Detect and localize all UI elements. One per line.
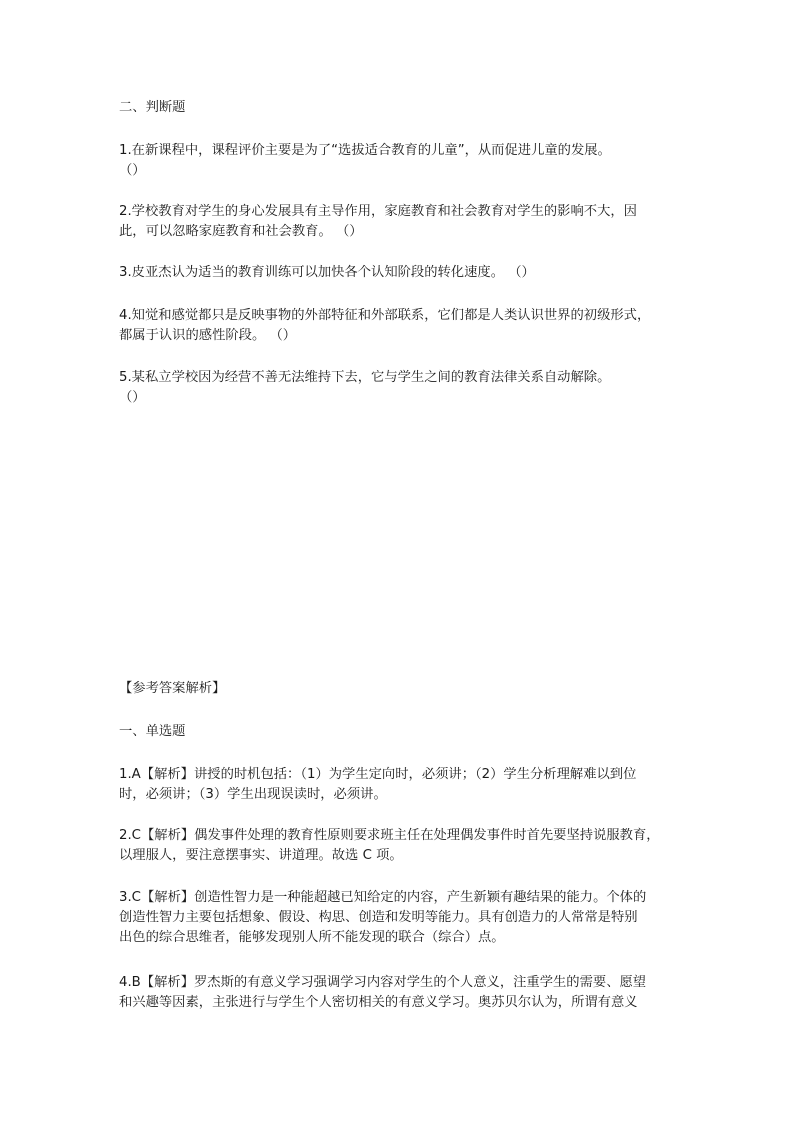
- answer-line: 1.A【解析】讲授的时机包括：（1）为学生定向时，必须讲；（2）学生分析理解难以到位: [119, 767, 637, 782]
- section-heading-single-choice: [119, 722, 679, 742]
- question-line: （）: [119, 390, 146, 405]
- answer-line: 3.C【解析】创造性智力是一种能超越已知给定的内容，产生新颖有趣结果的能力。个体的: [119, 890, 647, 905]
- question-1: [119, 141, 679, 181]
- answer-1: [119, 765, 679, 805]
- question-line: 此，可以忽略家庭教育和社会教育。 （）: [119, 224, 363, 239]
- question-5: [119, 368, 679, 408]
- heading-text: 一、单选题: [119, 724, 186, 739]
- question-line: 2.学校教育对学生的身心发展具有主导作用，家庭教育和社会教育对学生的影响不大，因: [119, 204, 637, 219]
- answer-line: 时，必须讲；（3）学生出现误读时，必须讲。: [119, 787, 387, 802]
- question-line: 3.皮亚杰认为适当的教育训练可以加快各个认知阶段的转化速度。 （）: [119, 265, 535, 280]
- answer-4: [119, 973, 679, 1013]
- question-line: 5.某私立学校因为经营不善无法维持下去，它与学生之间的教育法律关系自动解除。: [119, 370, 611, 385]
- answers-title: [119, 679, 679, 699]
- title-text: 【参考答案解析】: [119, 681, 226, 696]
- answer-2: [119, 826, 679, 866]
- answer-line: 4.B【解析】罗杰斯的有意义学习强调学习内容对学生的个人意义，注重学生的需要、愿望: [119, 975, 647, 990]
- question-line: 都属于认识的感性阶段。 （）: [119, 328, 297, 343]
- answer-line: 和兴趣等因素，主张进行与学生个人密切相关的有意义学习。奥苏贝尔认为，所谓有意义: [119, 995, 638, 1010]
- answer-line: 以理服人，要注意摆事实、讲道理。故选 C 项。: [119, 848, 403, 863]
- answer-line: 2.C【解析】偶发事件处理的教育性原则要求班主任在处理偶发事件时首先要坚持说服教育，: [119, 828, 660, 843]
- question-3: [119, 263, 679, 283]
- answer-3: [119, 888, 679, 948]
- section-heading-judgment: [119, 98, 679, 118]
- answer-line: 创造性智力主要包括想象、假设、构思、创造和发明等能力。具有创造力的人常常是特别: [119, 910, 638, 925]
- heading-text: 二、判断题: [119, 100, 186, 115]
- question-line: 1.在新课程中，课程评价主要是为了“选拔适合教育的儿童”，从而促进儿童的发展。: [119, 143, 611, 158]
- question-4: [119, 306, 679, 346]
- question-2: [119, 202, 679, 242]
- question-line: （）: [119, 163, 146, 178]
- question-line: 4.知觉和感觉都只是反映事物的外部特征和外部联系，它们都是人类认识世界的初级形式，: [119, 308, 651, 323]
- answer-line: 出色的综合思维者，能够发现别人所不能发现的联合（综合）点。: [119, 930, 505, 945]
